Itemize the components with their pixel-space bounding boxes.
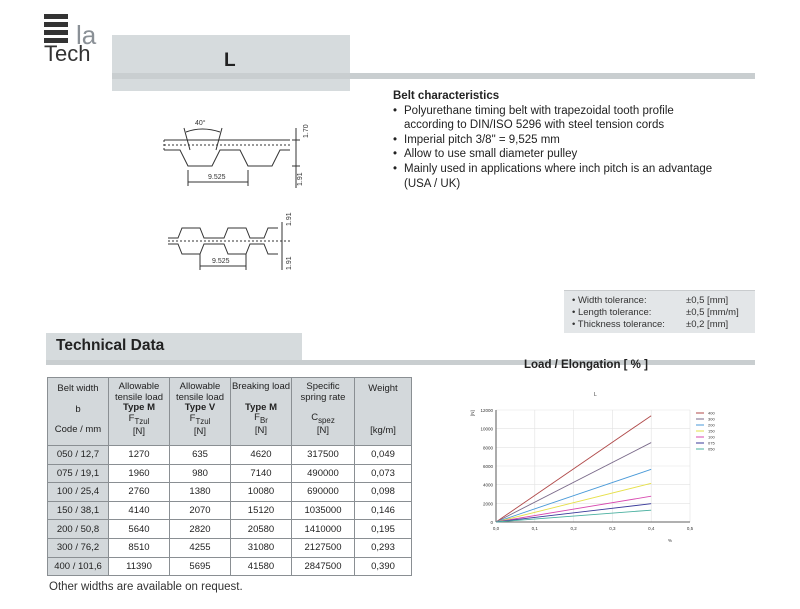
table-row: 150 / 38,1 4140 2070 15120 1035000 0,146 [48,501,412,520]
table-row: 400 / 101,6 11390 5695 41580 2847500 0,390 [48,557,412,576]
legend-label-100: 100 [708,434,715,440]
y-tick-label: 2000 [482,501,493,507]
belt-characteristics-heading: Belt characteristics [393,90,500,102]
y-tick-label: 10000 [480,426,493,432]
header-breaking-load: Breaking load Type M $F_{Br}$ [N] [231,378,292,446]
header-rule [112,73,755,79]
x-axis-label: % [668,538,673,543]
angle-label: 40° [195,120,206,127]
characteristic-item: • Mainly used in applications where inch pitch is an advantage (USA / UK) [393,162,713,190]
x-tick-label: 0,0 [492,526,500,531]
technical-data-heading: Technical Data [56,337,165,354]
tolerance-row: • Thickness tolerance: ±0,2 [mm] [572,319,729,330]
header-weight: Weight [kg/m] [355,378,412,446]
header-allowable-load-m: Allowable tensile load Type M $F_{Tzul}$ [N] [109,378,170,446]
footnote: Other widths are available on request. [49,581,243,593]
header-belt-width: Belt width b Code / mm [48,378,109,446]
tolerance-row: • Length tolerance: ±0,5 [mm/m] [572,307,739,318]
height-label-top: 1.70 [303,124,310,138]
characteristic-item: • Allow to use small diameter pulley [393,148,578,161]
header-allowable-load-v: Allowable tensile load Type V $F_{Tzul}$ [N] [170,378,231,446]
table-row: 200 / 50,8 5640 2820 20580 1410000 0,195 [48,520,412,539]
legend-label-050: 050 [708,446,715,452]
y-tick-label: 8000 [482,445,493,451]
height-label-b2: 1.91 [286,256,293,270]
height-label-b1: 1.91 [286,212,293,226]
y-tick-label: 0 [490,520,493,525]
x-tick-label: 0,2 [570,526,577,531]
svg-text:la: la [76,20,97,50]
belt-characteristics [393,89,763,191]
svg-text:Tech: Tech [44,41,91,66]
characteristic-item: • Imperial pitch 3/8" = 9,525 mm [393,133,560,146]
x-tick-label: 0,4 [648,526,655,531]
table-header-row [48,378,412,446]
table-row: 100 / 25,4 2760 1380 10080 690000 0,098 [48,483,412,502]
y-axis-label: [N] [470,410,475,416]
chart-subtitle: L [594,392,597,398]
table-row: 050 / 12,7 1270 635 4620 317500 0,049 [48,446,412,465]
belt-profile-drawing-bottom [160,208,300,272]
belt-profile-drawing-top [150,108,310,193]
table-row: 300 / 76,2 8510 4255 31080 2127500 0,293 [48,538,412,557]
legend-label-200: 200 [708,422,715,428]
chart-title: Load / Elongation [ % ] [524,359,648,371]
pitch-label-top: 9.525 [208,174,226,181]
tolerance-row: • Width tolerance: ±0,5 [mm] [572,295,729,306]
x-tick-label: 0,1 [531,526,538,531]
technical-data-table [47,377,412,576]
load-elongation-chart [462,380,715,550]
x-tick-label: 0,5 [686,526,694,531]
legend-label-150: 150 [708,428,715,434]
technical-data-rule [46,360,755,365]
tolerance-box [564,290,755,333]
height-label-total: 1.91 [297,172,304,186]
table-row: 075 / 19,1 1960 980 7140 490000 0,073 [48,464,412,483]
legend-label-300: 300 [708,416,715,422]
characteristic-item: • Polyurethane timing belt with trapezoidal tooth profile according to DIN/ISO 5296 with steel tension cords [393,104,674,132]
x-tick-label: 0,3 [609,526,616,531]
legend-label-075: 075 [708,440,715,446]
pitch-label-bottom: 9.525 [212,258,230,265]
header-spring-rate: Specific spring rate $C_{spez}$ [N] [292,378,355,446]
page-title: L [224,50,236,71]
y-tick-label: 6000 [482,464,493,469]
y-tick-label: 4000 [482,482,493,488]
legend-label-400: 400 [708,410,715,416]
y-tick-label: 12000 [480,408,493,413]
latech-logo [44,14,100,66]
